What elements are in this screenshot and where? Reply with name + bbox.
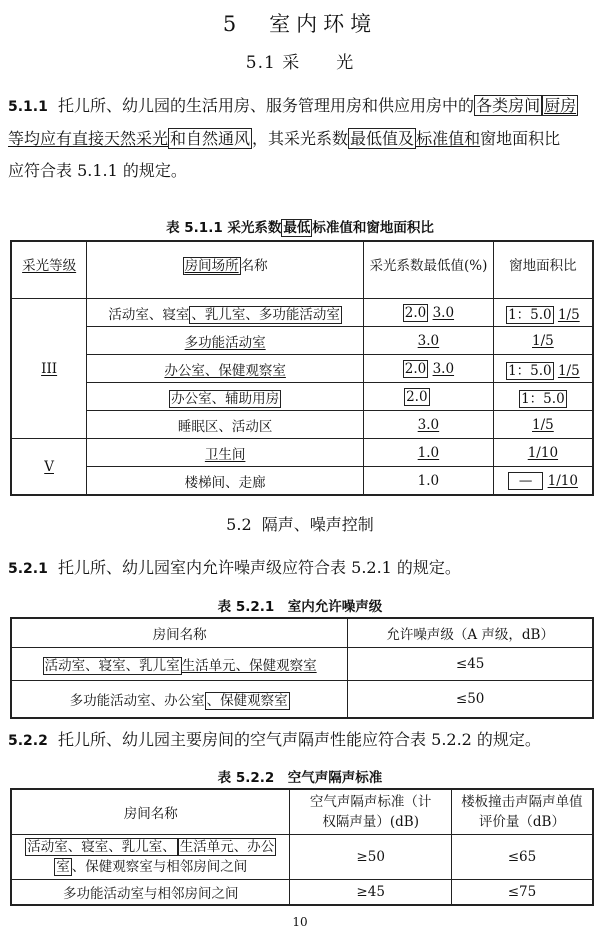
ratio-value: 1/5: [532, 416, 554, 433]
revision-box: 2.0: [406, 388, 428, 405]
clause-5-1-1: [8, 90, 596, 187]
coef-cell: [364, 439, 494, 467]
coef-value: 1.0: [417, 444, 440, 461]
table-5-2-2: [10, 788, 594, 906]
clause-number: 5.2.1: [8, 561, 48, 577]
room-cell: [11, 835, 290, 880]
table-header-row: [11, 618, 593, 648]
level-cell: [11, 439, 87, 496]
revision-box: 2.0: [404, 304, 427, 321]
revision-box: 1：5.0: [508, 362, 552, 379]
ratio-cell: [493, 299, 593, 327]
header-noise: 允许噪声级（A 声级，dB）: [348, 618, 593, 648]
section-number: 5.2: [226, 515, 252, 534]
value-cell: ≤65: [451, 835, 593, 880]
ratio-value: 1/5: [557, 362, 580, 379]
section-5-1-heading: [0, 48, 600, 73]
room-cell: 多功能活动室与相邻房间之间: [11, 880, 290, 906]
table-row: [11, 299, 593, 327]
clause-5-2-2: [8, 724, 596, 757]
room-cell: [87, 327, 364, 355]
header-coef: 采光系数最低值(%): [364, 241, 494, 299]
table-5-2-2-caption: 表 5.2.2 空气声隔声标准: [217, 770, 383, 786]
coef-value: 3.0: [432, 304, 455, 321]
ratio-cell: [493, 439, 593, 467]
revision-box: 、保健观察室: [206, 693, 288, 709]
ratio-value: 1/10: [547, 472, 578, 489]
clause-text: 窗地面积比: [480, 129, 561, 148]
room-cell: [87, 299, 364, 327]
room-text: 办公室、保健观察室: [164, 362, 286, 379]
ratio-cell: [493, 411, 593, 439]
room-text: 睡眠区、活动区: [177, 418, 273, 435]
room-text: 活动室、寝室: [108, 306, 190, 323]
room-cell: [11, 681, 348, 719]
revision-box: 最低: [283, 220, 311, 236]
room-text: 楼梯间、走廊: [184, 474, 266, 491]
room-cell: [87, 411, 364, 439]
table-row: [11, 355, 593, 383]
ratio-value: 1/5: [532, 332, 554, 349]
table-row: [11, 383, 593, 411]
level-label: V: [44, 458, 54, 475]
value-cell: ≤45: [348, 648, 593, 681]
table-row: [11, 467, 593, 496]
revision-box: 各类房间: [476, 96, 541, 115]
room-text: 、保健观察室与相邻房间之间: [71, 859, 248, 875]
header-level: [11, 241, 87, 299]
section-number: 5.1: [245, 53, 276, 73]
revision-box: 和自然通风: [170, 129, 251, 148]
clause-number: 5.1.1: [8, 99, 48, 115]
table-row: [11, 648, 593, 681]
revision-box: 活动室、寝室、乳儿室: [44, 658, 180, 674]
clause-text: 应符合表 5.1.1 的规定。: [8, 161, 187, 180]
coef-cell: [364, 467, 494, 496]
revision-box: 、乳儿室、多功能活动室: [191, 306, 340, 323]
header-text: 空气声隔声标准（计: [309, 794, 432, 810]
clause-text: 托儿所、幼儿园室内允许噪声级应符合表 5.2.1 的规定。: [58, 558, 461, 577]
room-text: 生活单元、保健观察室: [181, 658, 317, 674]
header-air: [290, 789, 451, 835]
header-room: 房间名称: [11, 618, 348, 648]
clause-text: 等均应有直接天然采光: [8, 129, 169, 148]
room-cell: [11, 648, 348, 681]
clause-text: 标准值和: [416, 129, 481, 148]
ratio-value: 1/10: [527, 444, 559, 461]
room-cell: [87, 467, 364, 496]
header-text: 楼板撞击声隔声单值: [461, 794, 583, 810]
clause-number: 5.2.2: [8, 733, 48, 749]
coef-value: 3.0: [432, 360, 455, 377]
table-header-row: [11, 241, 593, 299]
table-row: [11, 439, 593, 467]
ratio-cell: [493, 467, 593, 496]
caption-text: 表 5.1.1 采光系数: [166, 220, 282, 236]
table-5-2-1-caption: 表 5.2.1 室内允许噪声级: [217, 599, 383, 615]
header-room: [87, 241, 364, 299]
clause-text: 托儿所、幼儿园的生活用房、服务管理用房和供应用房中的: [58, 96, 475, 115]
coef-cell: [364, 355, 494, 383]
room-text: 多功能活动室: [184, 334, 266, 351]
revision-box: 生活单元、办公: [179, 839, 275, 855]
revision-box: 活动室、寝室、乳儿室、: [27, 839, 176, 855]
table-row: [11, 681, 593, 719]
coef-cell: [364, 411, 494, 439]
level-label: III: [41, 360, 58, 377]
value-cell: ≥50: [290, 835, 451, 880]
section-title: 隔声、噪声控制: [261, 515, 374, 534]
value-cell: ≤50: [348, 681, 593, 719]
page-number: 10: [292, 915, 308, 929]
revision-box: 最低值及: [350, 129, 415, 148]
header-text: 权隔声量）(dB): [322, 814, 419, 830]
room-text: 多功能活动室、办公室: [69, 693, 205, 709]
clause-5-2-1: [8, 552, 596, 585]
ratio-cell: [493, 327, 593, 355]
room-cell: [87, 355, 364, 383]
header-text: 采光等级: [22, 258, 77, 274]
header-text: 名称: [240, 258, 268, 274]
table-5-1-1-caption: [0, 216, 600, 236]
section-title: 采 光: [282, 53, 355, 73]
clause-text: 托儿所、幼儿园主要房间的空气声隔声性能应符合表 5.2.2 的规定。: [58, 730, 541, 749]
revision-box: —: [508, 472, 544, 490]
value-cell: ≤75: [451, 880, 593, 906]
coef-cell: [364, 299, 494, 327]
header-ratio: 窗地面积比: [493, 241, 593, 299]
table-header-row: [11, 789, 593, 835]
caption-text: 标准值和窗地面积比: [312, 220, 434, 236]
coef-value: 3.0: [417, 332, 440, 349]
level-cell: [11, 299, 87, 439]
header-room: 房间名称: [11, 789, 290, 835]
section-5-2-heading: [0, 512, 600, 535]
ratio-cell: [493, 355, 593, 383]
table-5-2-1: [10, 617, 594, 719]
revision-box: 1：5.0: [521, 390, 565, 407]
table-row: [11, 835, 593, 880]
room-cell: [87, 383, 364, 411]
coef-cell: [364, 383, 494, 411]
table-row: [11, 880, 593, 906]
value-cell: ≥45: [290, 880, 451, 906]
revision-box: 1：5.0: [508, 306, 552, 323]
revision-box: 办公室、辅助用房: [171, 390, 280, 407]
room-cell: [87, 439, 364, 467]
ratio-cell: [493, 383, 593, 411]
room-text: 卫生间: [204, 446, 246, 463]
header-text: 评价量（dB）: [478, 814, 565, 830]
header-impact: [451, 789, 593, 835]
table-row: [11, 411, 593, 439]
ratio-value: 1/5: [557, 306, 580, 323]
revision-box: 2.0: [404, 360, 427, 377]
table-row: [11, 327, 593, 355]
chapter-title: 5 室内环境: [222, 12, 378, 36]
revision-box: 室: [56, 859, 70, 875]
coef-value: 1.0: [417, 472, 440, 489]
coef-value: 3.0: [417, 416, 440, 433]
coef-cell: [364, 327, 494, 355]
clause-text: ，其采光系数: [252, 129, 349, 148]
revision-box: 厨房: [544, 96, 577, 115]
revision-box: 房间场所: [184, 258, 239, 274]
table-5-1-1: [10, 240, 594, 496]
